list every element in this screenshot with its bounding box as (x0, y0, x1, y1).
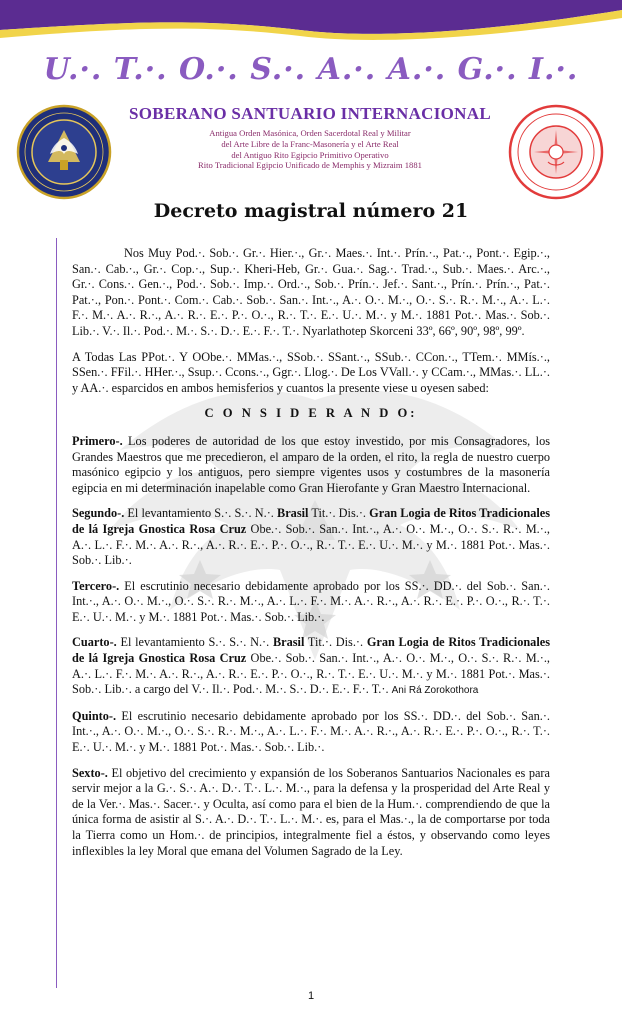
clause-text: El levantamiento S.·. S.·. N.·. (124, 506, 278, 521)
lodge-name: Gran Logia de Ritos Tradicionales de lá Igreja Gnostica Rosa Cruz (72, 506, 551, 536)
clause-tercero (72, 579, 550, 626)
right-seal-emblem (508, 104, 604, 200)
clause-text: El escrutinio necesario debidamente aprobado por los SS.·. DD.·. del Sob.·. San.·. Int.·., A.·. O.·. M.·., O.·. S.·. R.·. M.·., A.·. L.·. F.·. M.·. A.·. R.·., A.·. R.·. E.·. P.·. O.·., R.·. T.·. E.·. U.·. M.·. y M.·. 1881 Pot.·. Mas.·. Sob.·. Lib.·. (72, 578, 550, 624)
decree-body (72, 246, 550, 869)
order-acronym: U.·. T.·. O.·. S.·. A.·. A.·. G.·. I.·. (43, 52, 579, 87)
considerando-heading: C O N S I D E R A N D O: (204, 406, 418, 421)
header-wave-band (0, 0, 622, 46)
clause-text: Obe.·. Sob.·. San.·. Int.·., A.·. O.·. M.·., O.·. S.·. R.·. M.·., A.·. L.·. F.·. M.·. A.·. R.·., A.·. R.·. E.·. P.·. O.·., R.·. T.·. E.·. U.·. M.·. y M.·. 1881 Pot.·. Mas.·. Sob.·. Lib.·. (72, 521, 550, 568)
decree-title: Decreto magistral número 21 (153, 200, 469, 222)
address-paragraph: A Todas Las PPot.·. Y OObe.·. MMas.·., SSob.·. SSant.·., SSub.·. CCon.·., TTem.·. MMís.·., SSen.·. FFil.·. HHer.·., Ssup.·. Ccons.·., Ggr.·. Llog.·. De Los VVall.·. y CCam.·., MMas.·. LL.·. y AA.·. esparcidos en ambos hemisferios y cuantos la presente viese u oyesen sabed: (72, 349, 550, 395)
clause-label: Quinto-. (72, 708, 117, 723)
signer-name: Ani Rá Zorokothora (391, 685, 479, 697)
lodge-name: Gran Logia de Ritos Tradicionales de lá Igreja Gnostica Rosa Cruz (72, 635, 550, 666)
clause-text: Los poderes de autoridad de los que estoy investido, por mis Consagradores, los Grandes Maestros que me precedieron, el amparo de la orden, el rito, la regla de nuestro cuerpo masónico egipcio y los antiguos, pero siempre vigentes usos y costumbres de la masonería egipcia en mi determinación inapelable como Gran Hierofante y Gran Maestro Internacional. (72, 433, 550, 495)
clause-text: Obe.·. Sob.·. San.·. Int.·., A.·. O.·. M.·., O.·. S.·. R.·. M.·., A.·. L.·. F.·. M.·. A.·. R.·., A.·. R.·. E.·. P.·. O.·., R.·. T.·. E.·. U.·. M.·. y M.·. 1881 Pot.·. Mas.·. Sob.·. Lib.·. a cargo del V.·. Il.·. Pod.·. M.·. S.·. D.·. E.·. F.·. T.·. (72, 651, 550, 697)
clause-label: Tercero-. (72, 578, 120, 593)
page-number: 1 (307, 990, 315, 1002)
left-margin-rule (56, 238, 57, 988)
clause-sexto (72, 766, 550, 860)
subtitle-line: Antigua Orden Masónica, Orden Sacerdotal Real y Militar (209, 128, 411, 138)
clause-label: Primero-. (72, 433, 123, 448)
subtitle-line: Rito Tradicional Egipcio Unificado de Memphis y Mizraim 1881 (198, 160, 422, 171)
country-name: Brasil (272, 635, 305, 650)
clause-text: El objetivo del crecimiento y expansión de los Soberanos Santuarios Nacionales es para servir mejor a la G.·. S.·. A.·. D.·. T.·. L.·. M.·., para la defensa y la prosperidad del Arte Real y de la Ver.·. Mas.·. Sacer.·. y Oculta, así como para el bien de la Hum.·. comprendiendo de que la única forma de asistir al S.·. A.·. D.·. T.·. L.·. M.·. es, para el Mas.·., la de comportarse por toda la Tierra como un Hom.·. de principios, integralmente fiel a éstos, y observando como leyes inflexibles la ley Moral que emana del Volumen Sagrado de la Ley. (72, 765, 550, 858)
intro-paragraph: Nos Muy Pod.·. Sob.·. Gr.·. Hier.·., Gr.·. Maes.·. Int.·. Prín.·., Pat.·., Pont.·. Egip.·., San.·. Cab.·., Gr.·. Cop.·., Sup.·. Kheri-Heb, Gr.·. Gua.·. Sag.·. Trad.·., Sub.·. Maes.·. Arc.·., Gr.·. Cons.·. Gen.·., Pod.·. Sob.·. Imp.·. Ord.·., Sob.·. Prín.·. Jef.·. Sant.·., Prín.·. Prín.·., Pat.·. Pat.·., Pon.·. Pont.·. Com.·. Cab.·. Sob.·. San.·. Int.·., A.·. O.·. M.·., O.·. S.·. R.·. M.·., A.·. L.·. F.·. M.·. A.·. R.·., A.·. R.·. E.·. P.·. O.·., R.·. T.·. E.·. U.·. M.·. y M.·. 1881 Pot.·. Mas.·. Sob.·. Lib.·. V.·. Il.·. Pod.·. M.·. S.·. D.·. E.·. F.·. T.·. Nyarlathotep Skorceni 33º, 66º, 90º, 98º, 99º. (72, 246, 550, 338)
organization-title: SOBERANO SANTUARIO INTERNACIONAL (129, 104, 491, 123)
clause-label: Cuarto-. (72, 635, 117, 650)
left-seal-emblem (16, 104, 112, 200)
subtitle-line: del Antiguo Rito Egipcio Primitivo Operativo (231, 149, 389, 160)
clause-label: Segundo-. (72, 506, 125, 521)
country-name: Brasil (277, 506, 309, 521)
clause-cuarto (72, 635, 550, 698)
clause-text: Tit.·. Dis.·. (304, 635, 367, 650)
clause-segundo (72, 506, 550, 568)
subtitle-line: del Arte Libre de la Franc-Masonería y el Arte Real (221, 138, 399, 149)
clause-quinto (72, 709, 550, 756)
organization-subtitle (120, 128, 500, 171)
clause-label: Sexto-. (72, 765, 108, 780)
clause-primero (72, 434, 550, 496)
clause-text: El escrutinio necesario debidamente aprobado por los SS.·. DD.·. del Sob.·. San.·. Int.·., A.·. O.·. M.·., O.·. S.·. R.·. M.·., A.·. L.·. F.·. M.·. A.·. R.·., A.·. R.·. E.·. P.·. O.·., R.·. T.·. E.·. U.·. M.·. y M.·. 1881 Pot.·. Mas.·. Sob.·. Lib.·. (72, 708, 550, 755)
clause-text: Tit.·. Dis.·. (308, 506, 370, 521)
clause-text: El levantamiento S.·. S.·. N.·. (116, 635, 273, 650)
